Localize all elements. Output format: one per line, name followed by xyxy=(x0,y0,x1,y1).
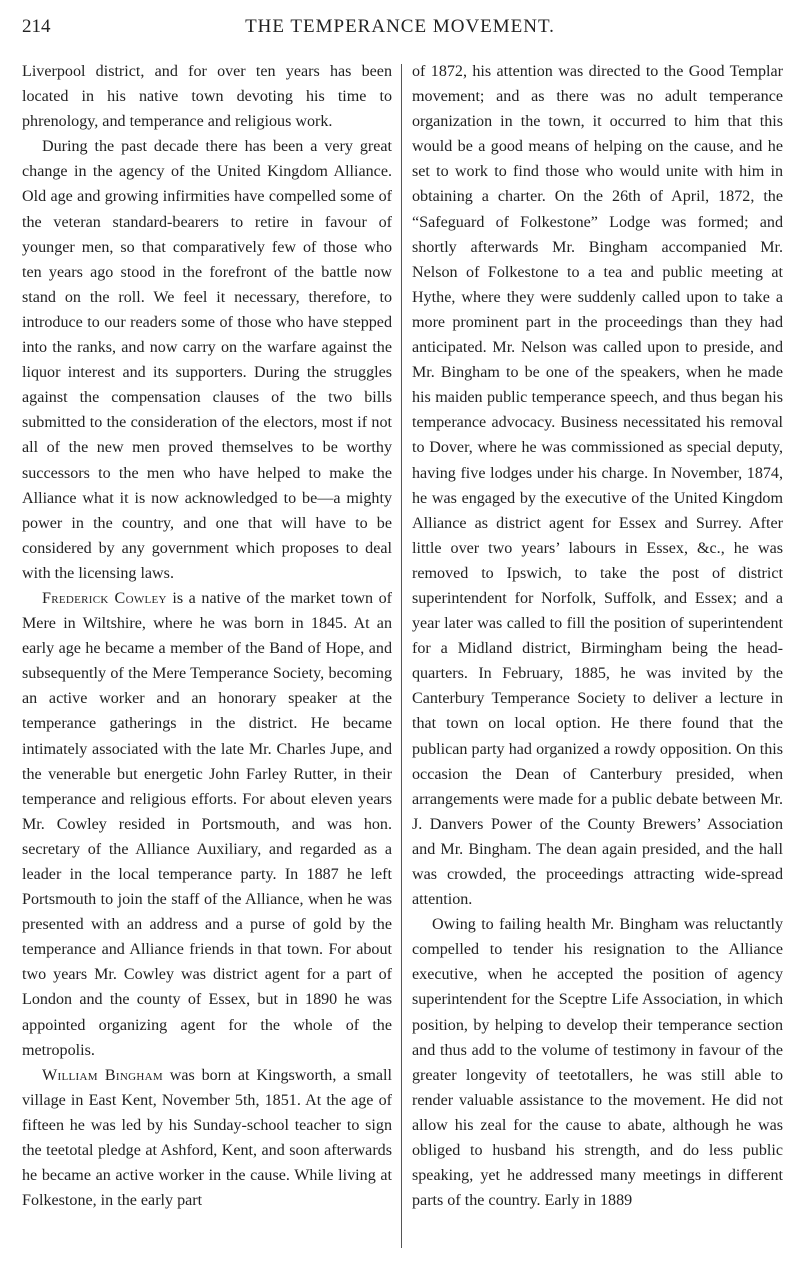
page-header xyxy=(22,16,778,44)
person-name: Frederick Cowley xyxy=(42,589,167,607)
paragraph-bingham xyxy=(22,1063,392,1214)
paragraph: During the past decade there has been a very great change in the agency of the United Kingdom Alliance. Old age and growing infirmities have compelled some of the veteran standard-bearers to retire in favour of younger men, so that comparatively few of those who ten years ago stood in the forefront of the battle now stand on the roll. We feel it necessary, therefore, to introduce to our readers some of those who have stepped into the ranks, and now carry on the warfare against the liquor interest and its supporters. During the struggles against the compensation clauses of the two bills submitted to the consideration of the electors, most if not all of the new men proved themselves to be worthy successors to the men who have helped to make the Alliance what it is now acknowledged to be—a mighty power in the country, and one that will have to be considered by any government which proposes to deal with the licensing laws. xyxy=(22,138,392,582)
paragraph: Owing to failing health Mr. Bingham was reluctantly compelled to tender his resignation to the Alliance executive, when he accepted the position of agency superintendent for the Sceptre Life Association, in which position, by helping to develop their temperance section and thus add to the volume of testimony in favour of the greater longevity of teetotallers, he was still able to render valuable assistance to the movement. He did not allow his zeal for the cause to abate, although he was obliged to husband his strength, and do less public speaking, yet he addressed many meetings in different parts of the country. Early in 1889 xyxy=(412,916,783,1210)
left-column xyxy=(22,59,392,1213)
page-number: 214 xyxy=(22,16,51,37)
paragraph: Liverpool district, and for over ten years has been located in his native town devoting his time to phrenology, and temperance and religious work. xyxy=(22,63,392,131)
paragraph: of 1872, his attention was directed to the Good Templar movement; and as there was no adult temperance organization in the town, it occurred to him that this would be a good means of helping on the cause, and he set to work to find those who would unite with him in obtaining a charter. On the 26th of April, 1872, the “Safeguard of Folkestone” Lodge was formed; and shortly afterwards Mr. Bingham accompanied Mr. Nelson of Folkestone to a tea and public meeting at Hythe, where they were suddenly called upon to take a more prominent part in the proceedings than they had anticipated. Mr. Nelson was called upon to preside, and Mr. Bingham to be one of the speakers, when he made his maiden public temperance speech, and thus began his temperance advocacy. Business necessitated his removal to Dover, where he was commissioned as special deputy, having five lodges under his charge. In November, 1874, he was engaged by the executive of the United Kingdom Alliance as district agent for Essex and Surrey. After little over two years’ labours in Essex, &c., he was removed to Ipswich, to take the post of district superintendent for Norfolk, Suffolk, and Essex; and a year later was called to fill the position of superintendent for a Midland district, Birmingham being the head-quarters. In February, 1885, he was invited by the Canterbury Temperance Society to deliver a lecture in that town on local option. He there found that the publican party had organized a rowdy opposition. On this occasion the Dean of Canterbury presided, when arrangements were made for a public debate between Mr. J. Danvers Power of the County Brewers’ Association and Mr. Bingham. The dean again presided, and the hall was crowded, the proceedings attracting wide-spread attention. xyxy=(412,63,783,909)
paragraph-text: is a native of the market town of Mere in Wiltshire, where he was born in 1845. At an early age he became a member of the Band of Hope, and subsequently of the Mere Temperance Society, becoming an active worker and an honorary speaker at the temperance gatherings in the district. He became intimately associated with the late Mr. Charles Jupe, and the venerable but energetic John Farley Rutter, in their temperance and religious efforts. For about eleven years Mr. Cowley resided in Portsmouth, and was hon. secretary of the Alliance Auxiliary, and regarded as a leader in the local temperance party. In 1887 he left Portsmouth to join the staff of the Alliance, when he was presented with an address and a purse of gold by the temperance and Alliance friends in that town. For about two years Mr. Cowley was district agent for a part of London and the county of Essex, but in 1890 he was appointed organizing agent for the whole of the metropolis. xyxy=(22,589,392,1059)
paragraph-text: was born at Kingsworth, a small village in East Kent, November 5th, 1851. At the age of fifteen he was led by his Sunday-school teacher to sign the teetotal pledge at Ashford, Kent, and soon afterwards he became an active worker in the cause. While living at Folkestone, in the early part xyxy=(22,1066,392,1210)
paragraph-cowley xyxy=(22,586,392,1063)
person-name: William Bingham xyxy=(42,1066,163,1084)
column-divider xyxy=(401,64,402,1248)
right-column xyxy=(412,59,783,1213)
running-title: THE TEMPERANCE MOVEMENT. xyxy=(245,16,555,37)
